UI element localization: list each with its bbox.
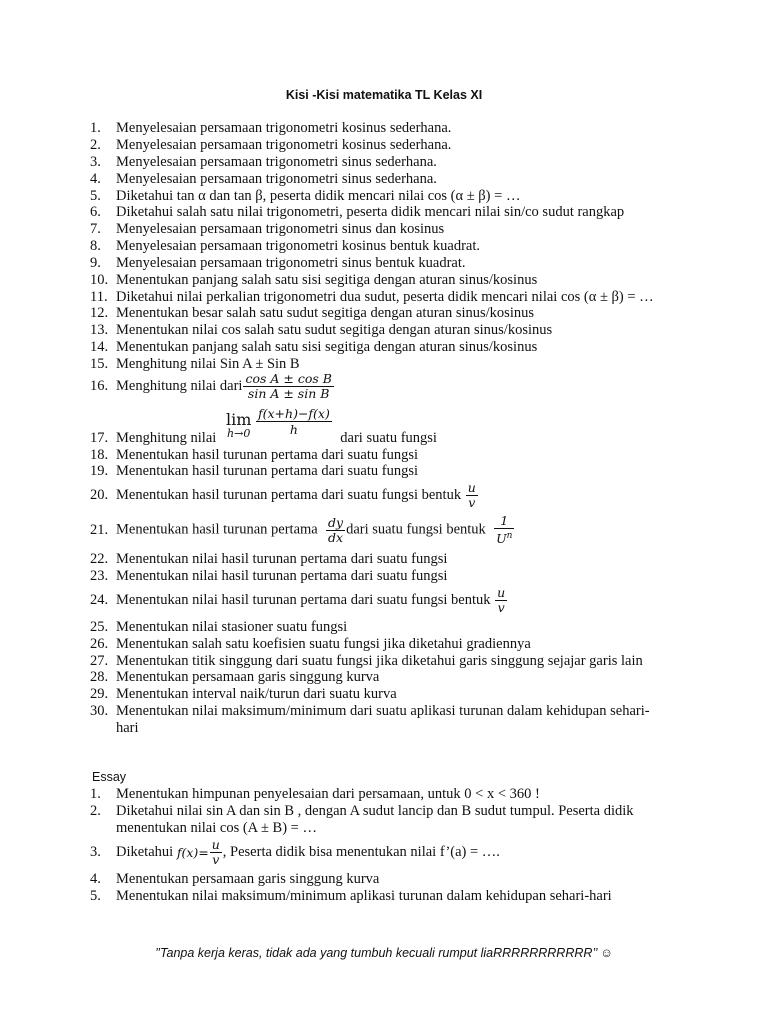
essay-item: 5. Menentukan nilai maksimum/minimum aplikasi turunan dalam kehidupan sehari-hari <box>90 888 612 904</box>
fraction: $\frac{u}{v}$ <box>467 480 476 510</box>
list-item: 18. Menentukan hasil turunan pertama dari suatu fungsi <box>90 447 419 463</box>
list-item: 15. Menghitung nilai Sin A ± Sin B <box>90 356 300 372</box>
list-item: 11. Diketahui nilai perkalian trigonometri dua sudut, peserta didik mencari nilai cos (α ± β) = … <box>90 289 654 305</box>
list-item: 20. Menentukan hasil turunan pertama dari suatu fungsi bentuk $\frac{u}{v}$ <box>90 480 476 510</box>
list-item: 9. Menyelesaian persamaan trigonometri sinus bentuk kuadrat. <box>90 255 466 271</box>
footer-quote: ’’Tanpa kerja keras, tidak ada yang tumbuh kecuali rumput liaRRRRRRRRRRR’’ ☺ <box>154 946 614 960</box>
essay-heading: Essay <box>92 770 127 784</box>
essay-item-continuation: menentukan nilai cos (A ± B) = … <box>116 820 317 836</box>
fraction: $\frac{u}{v}$ <box>211 837 220 867</box>
list-item: 24. Menentukan nilai hasil turunan pertama dari suatu fungsi bentuk $\frac{u}{v}$ <box>90 585 506 615</box>
list-item: 7. Menyelesaian persamaan trigonometri sinus dan kosinus <box>90 221 445 237</box>
list-item: 23. Menentukan nilai hasil turunan pertama dari suatu fungsi <box>90 568 448 584</box>
list-item: 8. Menyelesaian persamaan trigonometri kosinus bentuk kuadrat. <box>90 238 481 254</box>
fraction: $\frac{1}{U^n}$ <box>496 513 513 547</box>
list-item: 13. Menentukan nilai cos salah satu sudut segitiga dengan aturan sinus/kosinus <box>90 322 553 338</box>
list-item: 6. Diketahui salah satu nilai trigonometri, peserta didik mencari nilai sin/co sudut rangkap <box>90 204 625 220</box>
list-item: 28. Menentukan persamaan garis singgung kurva <box>90 669 380 685</box>
list-item: 5. Diketahui tan α dan tan β, peserta didik mencari nilai cos (α ± β) = … <box>90 188 521 204</box>
list-item: 17. Menghitung nilai dari suatu fungsi <box>90 430 437 446</box>
list-item: 19. Menentukan hasil turunan pertama dari suatu fungsi <box>90 463 419 479</box>
list-item: 1. Menyelesaian persamaan trigonometri kosinus sederhana. <box>90 120 452 136</box>
list-item: 12. Menentukan besar salah satu sudut segitiga dengan aturan sinus/kosinus <box>90 305 535 321</box>
fraction: $\frac{dy}{dx}$ <box>327 514 344 545</box>
list-item: 10. Menentukan panjang salah satu sisi segitiga dengan aturan sinus/kosinus <box>90 272 538 288</box>
list-item: 14. Menentukan panjang salah satu sisi segitiga dengan aturan sinus/kosinus <box>90 339 538 355</box>
limit-expression: lim h→0 <box>226 410 252 440</box>
limit-fraction: f(x+h)−f(x) h <box>258 406 330 437</box>
list-item: 27. Menentukan titik singgung dari suatu fungsi jika diketahui garis singgung sejajar garis lain <box>90 653 643 669</box>
essay-item: 2. Diketahui nilai sin A dan sin B , dengan A sudut lancip dan B sudut tumpul. Peserta didik <box>90 803 634 819</box>
fraction: $\frac{\text{cos A ± cos B}}{\text{sin A ± sin B}}$ <box>245 371 332 401</box>
list-item: 4. Menyelesaian persamaan trigonometri sinus sederhana. <box>90 171 437 187</box>
list-item: 22. Menentukan nilai hasil turunan pertama dari suatu fungsi <box>90 551 448 567</box>
list-item: 3. Menyelesaian persamaan trigonometri sinus sederhana. <box>90 154 437 170</box>
essay-item: 1. Menentukan himpunan penyelesaian dari persamaan, untuk 0 < x < 360 ! <box>90 786 540 802</box>
list-item: 30. Menentukan nilai maksimum/minimum dari suatu aplikasi turunan dalam kehidupan sehari- <box>90 703 650 719</box>
list-item: 16. Menghitung nilai dari $\frac{\text{cos A ± cos B}}{\text{sin A ± sin B}}$ <box>90 371 332 401</box>
list-item-continuation: hari <box>116 720 139 736</box>
list-item: 26. Menentukan salah satu koefisien suatu fungsi jika diketahui gradiennya <box>90 636 531 652</box>
list-item: 21. Menentukan hasil turunan pertama $\frac{dy}{dx}$ dari suatu fungsi bentuk $\frac{1}{U^n}$ <box>90 513 513 547</box>
essay-item: 4. Menentukan persamaan garis singgung kurva <box>90 871 380 887</box>
page-title: Kisi -Kisi matematika TL Kelas XI <box>285 88 483 102</box>
list-item: 25. Menentukan nilai stasioner suatu fungsi <box>90 619 348 635</box>
fraction: $\frac{u}{v}$ <box>497 585 506 615</box>
list-item: 29. Menentukan interval naik/turun dari suatu kurva <box>90 686 397 702</box>
list-item: 2. Menyelesaian persamaan trigonometri kosinus sederhana. <box>90 137 452 153</box>
essay-item: 3. Diketahui f(x)= $\frac{u}{v}$ , Peserta didik bisa menentukan nilai f’(a) = …. <box>90 837 500 867</box>
